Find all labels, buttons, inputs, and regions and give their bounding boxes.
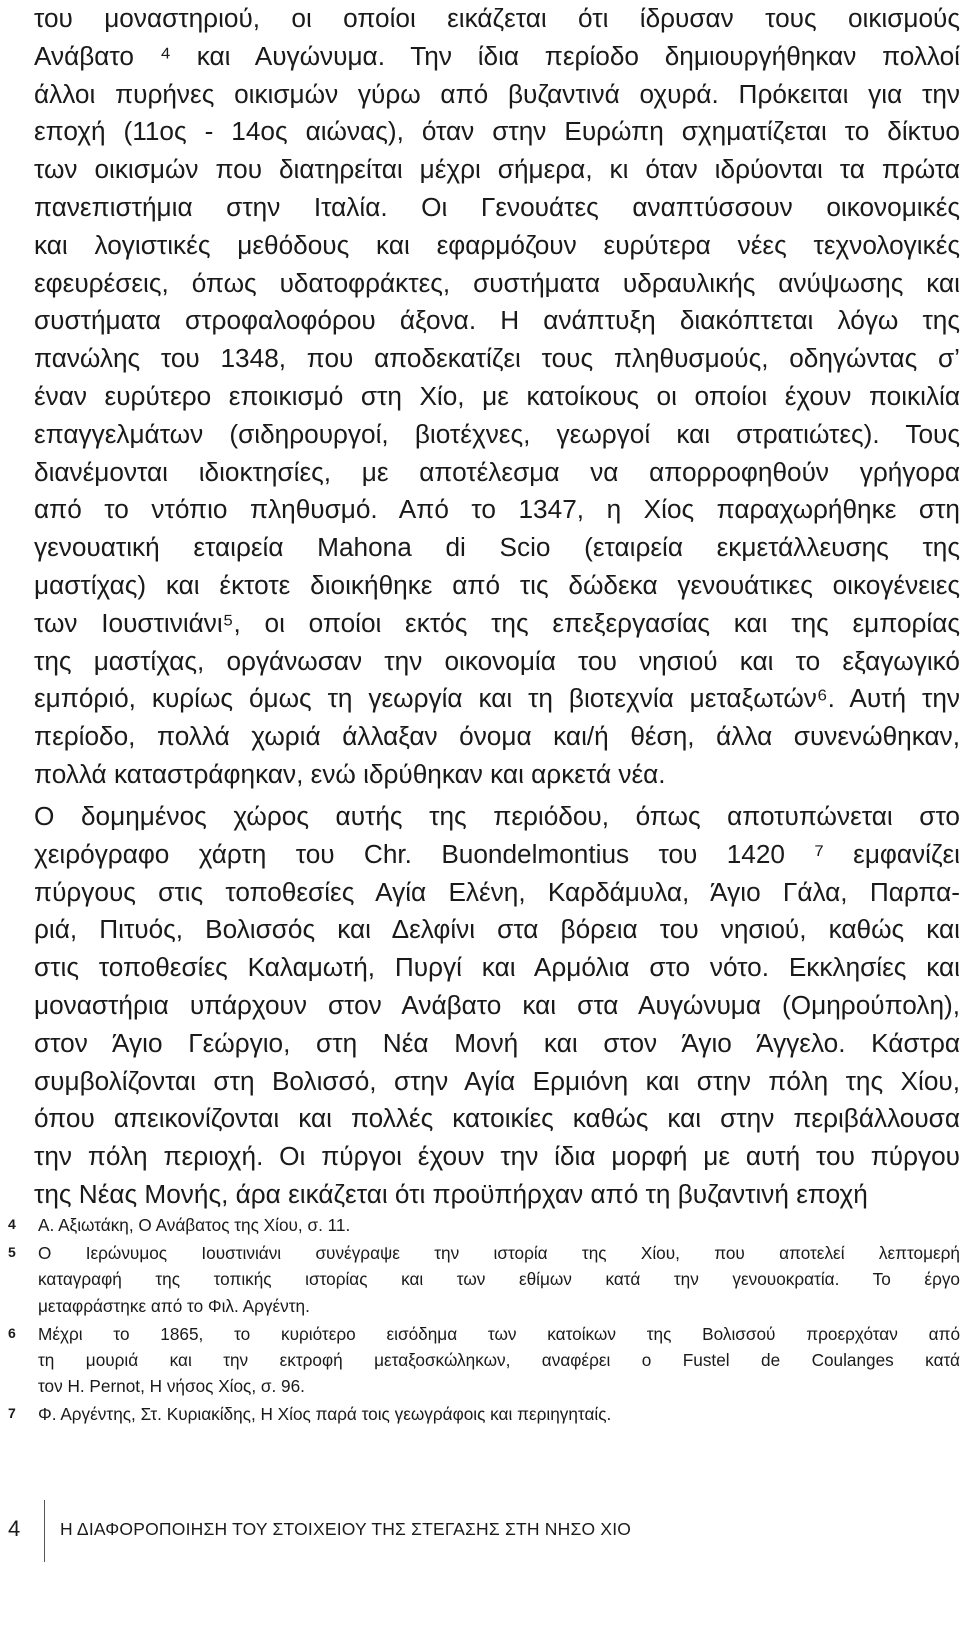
text-line: Ανάβατο ⁴ και Αυγώνυμα. Την ίδια περίοδο δημιουργήθηκαν πολλοί [34,40,960,71]
footnote [8,1401,960,1427]
text-line: περίοδο, πολλά χωριά άλλαξαν όνομα και/ή θέση, άλλα συνενώθηκαν, [34,721,960,752]
text-line: πανεπιστήμια στην Ιταλία. Οι Γενουάτες αναπτύσσουν οικονομικές [34,191,960,222]
footnote-text: Μέχρι το 1865, το κυριότερο εισόδημα των κατοίκων της Βολισσού προερχόταν από [38,1323,960,1344]
text-line: πολλά καταστράφηκαν, ενώ ιδρύθηκαν και αρκετά νέα. [34,758,666,789]
text-line: επαγγελμάτων (σιδηρουργοί, βιοτέχνες, γεωργοί και στρατιώτες). Τους [34,418,960,449]
text-line: γενουατική εταιρεία Mahona di Scio (εταιρεία εκμετάλλευσης της [34,532,960,563]
footnote-number: 4 [8,1216,16,1232]
footnote-text: καταγραφή της τοπικής ιστορίας και των εθίμων κατά την γενουοκρατία. Το έργο [38,1269,960,1290]
text-line: πύργους στις τοποθεσίες Αγία Ελένη, Καρδάμυλα, Άγιο Γάλα, Παρπα- [34,876,960,907]
text-line: και λογιστικές μεθόδους και εφαρμόζουν ευρύτερα νέες τεχνολογικές [34,229,960,260]
text-line: χειρόγραφο χάρτη του Chr. Buondelmontius του 1420 ⁷ εμφανίζει [34,838,960,869]
footnote [8,1212,960,1238]
text-line: στον Άγιο Γεώργιο, στη Νέα Μονή και στον Άγιο Άγγελο. Κάστρα [34,1027,960,1058]
text-line: εφευρέσεις, όπως υδατοφράκτες, συστήματα υδραυλικής ανύψωσης και [34,267,960,298]
text-line: όπου απεικονίζονται και πολλές κατοικίες καθώς και στην περιβάλλουσα [34,1103,960,1134]
text-line: από το ντόπιο πληθυσμό. Από το 1347, η Χίος παραχωρήθηκε στη [34,494,960,525]
text-line: πανώλης του 1348, που αποδεκατίζει τους πληθυσμούς, οδηγώντας σ’ [34,343,960,374]
footnotes-section [8,1212,960,1430]
text-line: στις τοποθεσίες Καλαμωτή, Πυργί και Αρμόλια στο νότο. Εκκλησίες και [34,952,960,983]
text-line: της μαστίχας, οργάνωσαν την οικονομία του νησιού και το εξαγωγικό [34,645,960,676]
text-line: συμβολίζονται στη Βολισσό, στην Αγία Ερμιόνη και στην πόλη της Χίου, [34,1065,960,1096]
text-line: του μοναστηριού, οι οποίοι εικάζεται ότι ίδρυσαν τους οικισμούς [34,3,960,33]
footer-divider [44,1500,45,1562]
text-line: εμπόριό, κυρίως όμως τη γεωργία και τη βιοτεχνία μεταξωτών⁶. Αυτή την [34,683,960,714]
footnote-number: 5 [8,1244,16,1261]
footnote-text: τη μουριά και την εκτροφή μεταξοσκώληκων, αναφέρει ο Fustel de Coulanges κατά [38,1350,960,1371]
footnote-number: 6 [8,1324,16,1341]
text-line: άλλοι πυρήνες οικισμών γύρω από βυζαντινά οχυρά. Πρόκειται για την [34,78,960,109]
footnote-text: Ο Ιερώνυμος Ιουστινιάνι συνέγραψε την ιστορία της Χίου, που αποτελεί λεπτομερή [38,1243,960,1264]
text-line: μοναστήρια υπάρχουν στον Ανάβατο και στα Αυγώνυμα (Ομηρούπολη), [34,989,960,1020]
page-number: 4 [8,1516,21,1541]
text-line: Ο δομημένος χώρος αυτής της περιόδου, όπως αποτυπώνεται στο [34,801,960,831]
footnote-text: Φ. Αργέντης, Στ. Κυριακίδης, Η Χίος παρά τοις γεωγράφοις και περιηγηταίς. [38,1404,612,1425]
text-line: της Νέας Μονής, άρα εικάζεται ότι προϋπήρχαν από τη βυζαντινή εποχή [34,1178,868,1209]
text-line: συστήματα στροφαλοφόρου άξονα. Η ανάπτυξη διακόπτεται λόγω της [34,305,960,336]
text-line: εποχή (11ος - 14ος αιώνας), όταν στην Ευρώπη σχηματίζεται το δίκτυο [34,116,960,147]
footnote-number: 7 [8,1405,16,1422]
footnote-text: Α. Αξιωτάκη, Ο Ανάβατος της Χίου, σ. 11. [38,1215,351,1235]
text-line: διανέμονται ιδιοκτησίες, με αποτέλεσμα να απορροφηθούν γρήγορα [34,456,960,487]
text-line: των Ιουστινιάνι⁵, οι οποίοι εκτός της επεξεργασίας και της εμπορίας [34,607,960,638]
text-line: μαστίχας) και έκτοτε διοικήθηκε από τις δώδεκα γενουάτικες οικογένειες [34,569,960,600]
footnote [8,1240,960,1319]
footnote [8,1321,960,1400]
footnote-text: τον Η. Pernot, Η νήσος Χίος, σ. 96. [38,1376,305,1397]
text-line: έναν ευρύτερο εποικισμό στη Χίο, με κατοίκους οι οποίοι έχουν ποικιλία [34,380,960,411]
text-line: ριά, Πιτυός, Βολισσός και Δελφίνι στα βόρεια του νησιού, καθώς και [34,914,960,945]
text-line: των οικισμών που διατηρείται μέχρι σήμερα, κι όταν ιδρύονται τα πρώτα [34,154,960,185]
paragraph-2 [34,798,960,1214]
paragraph-1 [34,0,960,794]
running-title: Η ΔΙΑΦΟΡΟΠΟΙΗΣΗ ΤΟΥ ΣΤΟΙΧΕΙΟΥ ΤΗΣ ΣΤΕΓΑΣΗΣ ΣΤΗ ΝΗΣΟ ΧΙΟ [60,1519,632,1539]
text-line: την πόλη περιοχή. Οι πύργοι έχουν την ίδια μορφή με αυτή του πύργου [34,1141,960,1172]
footnote-text: μεταφράστηκε από το Φιλ. Αργέντη. [38,1295,310,1316]
